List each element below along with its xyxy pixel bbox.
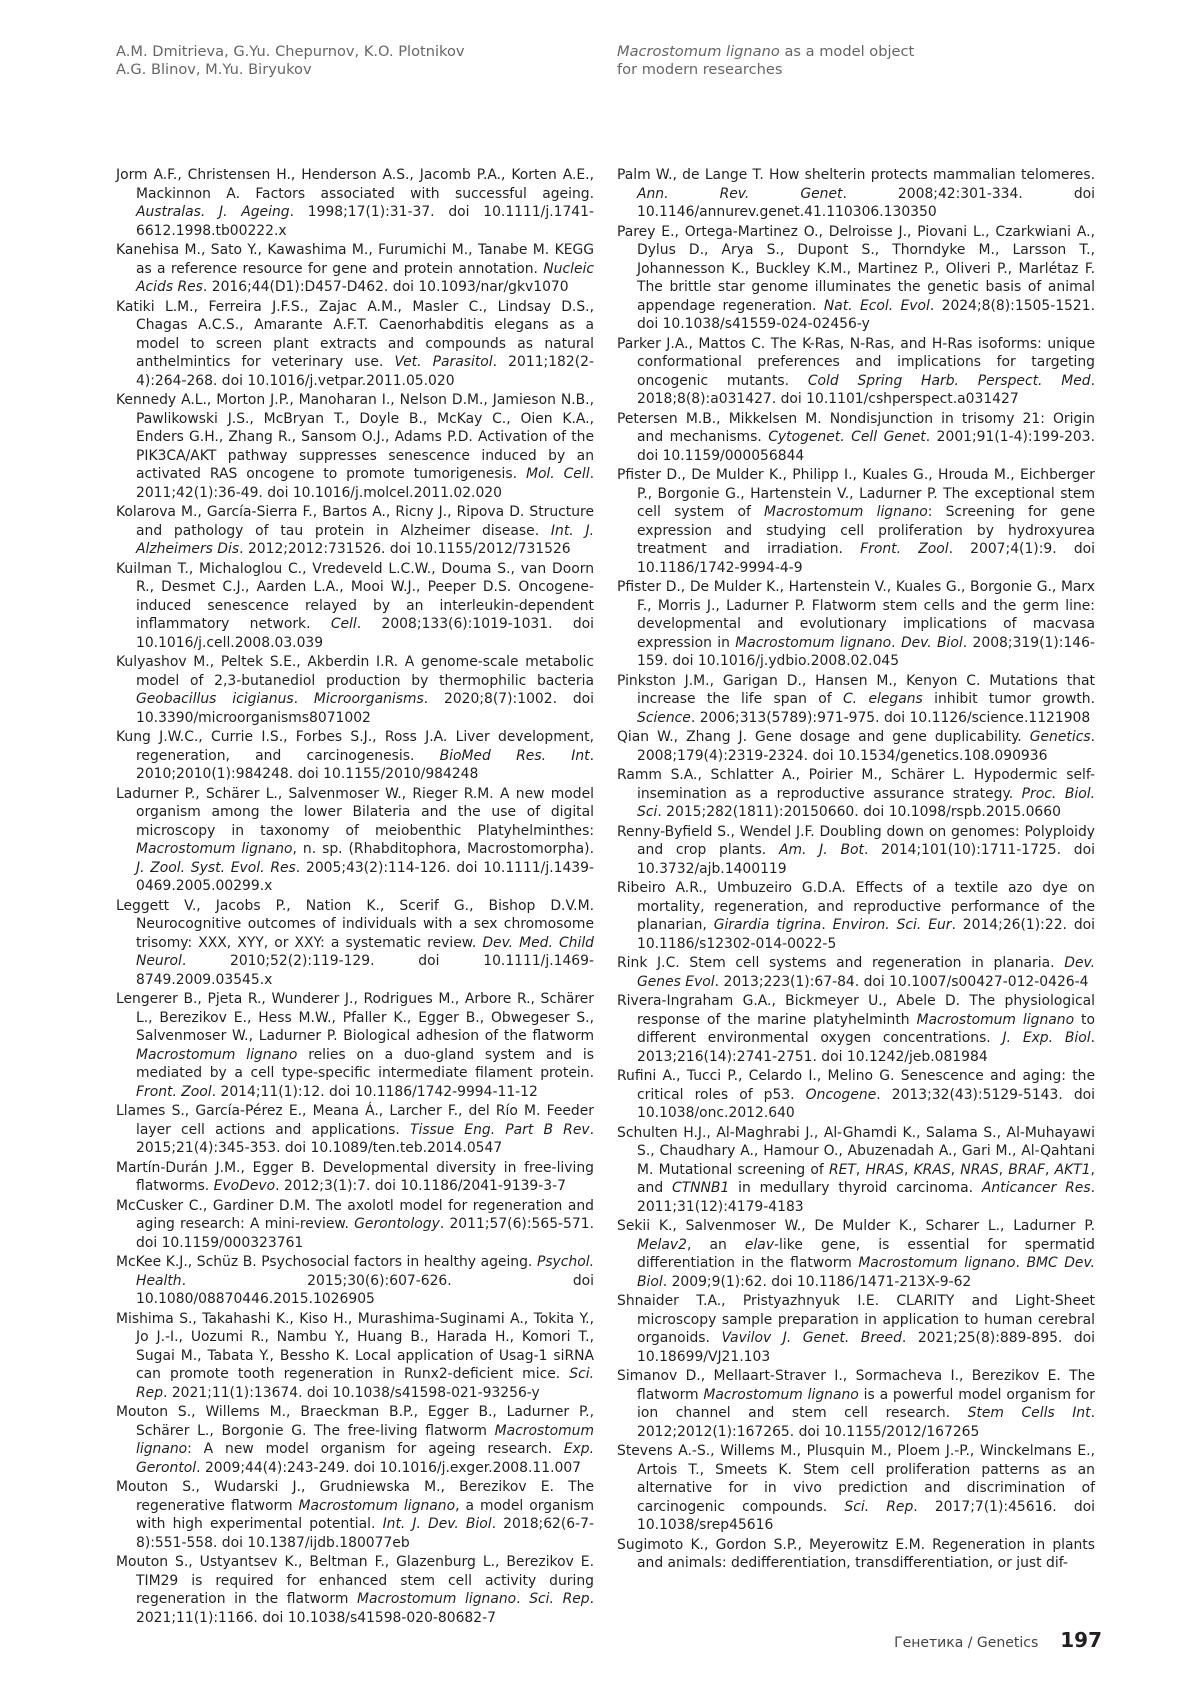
reference-text: Pinkston J.M., Garigan D., Hansen M., Kenyon C. Mutations that increase the life span of xyxy=(617,673,1095,708)
reference-text: . 2010;2010(1):984248. doi 10.1155/2010/984248 xyxy=(136,748,594,783)
reference-text: . 2013;32(43):5129-5143. doi 10.1038/onc.2012.640 xyxy=(637,1087,1095,1122)
reference-italic-text: Am. J. Bot xyxy=(779,842,864,858)
reference-italic-text: Girardia tigrina xyxy=(714,917,822,933)
title-species: Macrostomum lignano xyxy=(617,43,780,60)
reference-italic-text: Melav2 xyxy=(637,1237,687,1253)
reference-text: . 2014;11(1):12. doi 10.1186/1742-9994-11-12 xyxy=(212,1084,538,1100)
reference-text: Pfister D., De Mulder K., Hartenstein V., Kuales G., Borgonie G., Marx F., Morris J., Ladurner P. Flatworm stem cells and the germ line: developmental and evolutionary implications of macvasa expression in xyxy=(617,579,1095,651)
reference-italic-text: Gerontology xyxy=(354,1216,440,1232)
reference-text: , xyxy=(856,1162,866,1178)
reference-entry xyxy=(116,653,594,727)
reference-text: . 2021;11(1):13674. doi 10.1038/s41598-021-93256-y xyxy=(163,1385,540,1401)
reference-italic-text: Int. J. Alzheimers Dis xyxy=(136,523,594,558)
reference-italic-text: Macrostomum lignano xyxy=(764,504,928,520)
reference-text: . xyxy=(516,1591,529,1607)
reference-italic-text: Vavilov J. Genet. Breed xyxy=(721,1330,901,1346)
reference-italic-text: KRAS xyxy=(914,1162,951,1178)
reference-text: , and xyxy=(637,1162,1095,1197)
reference-italic-text: Macrostomum lignano xyxy=(735,635,891,651)
reference-text: Parker J.A., Mattos C. The K-Ras, N-Ras, and H-Ras isoforms: unique conformational preferences and implications for targeting oncogenic mutants. xyxy=(617,336,1095,389)
reference-entry xyxy=(116,785,594,896)
reference-text: . 2001;91(1-4):199-203. doi 10.1159/000056844 xyxy=(637,429,1095,464)
reference-text: . 2009;9(1):62. doi 10.1186/1471-213X-9-62 xyxy=(663,1274,972,1290)
reference-entry xyxy=(617,879,1095,953)
reference-text: . 2012;2012(1):167265. doi 10.1155/2012/167265 xyxy=(637,1405,1095,1440)
reference-entry xyxy=(116,1253,594,1309)
reference-entry xyxy=(617,1442,1095,1535)
reference-italic-text: NRAS xyxy=(960,1162,998,1178)
reference-italic-text: EvoDevo xyxy=(214,1178,275,1194)
running-header-title xyxy=(617,43,914,79)
reference-text: . 2008;179(4):2319-2324. doi 10.1534/genetics.108.090936 xyxy=(637,729,1095,764)
references-right-column xyxy=(617,166,1095,1574)
journal-name: Генетика / Genetics xyxy=(894,1635,1038,1651)
reference-text: Rivera-Ingraham G.A., Bickmeyer U., Abele D. The physiological response of the marine platyhelminth xyxy=(617,993,1095,1028)
reference-text: Katiki L.M., Ferreira J.F.S., Zajac A.M., Masler C., Lindsay D.S., Chagas A.C.S., Amarante A.F.T. Caenorhabditis elegans as a model to screen plant extracts and compounds as natural anthelmintics for veterinary use. xyxy=(116,299,594,371)
reference-text: . 2008;319(1):146-159. doi 10.1016/j.ydbio.2008.02.045 xyxy=(637,635,1095,670)
reference-italic-text: elav xyxy=(745,1237,774,1253)
running-header-authors xyxy=(116,43,465,79)
reference-entry xyxy=(116,1102,594,1158)
reference-entry xyxy=(116,298,594,391)
title-rest: as a model object xyxy=(780,43,914,60)
reference-text: Kung J.W.C., Currie I.S., Forbes S.J., Ross J.A. Liver development, regeneration, and carcinogenesis. xyxy=(116,729,594,764)
reference-entry xyxy=(617,954,1095,991)
reference-text: : Screening for gene expression and studying cell proliferation by hydroxyurea treatment and irradiation. xyxy=(637,504,1095,557)
reference-italic-text: Science xyxy=(637,710,691,726)
reference-text: . 2011;182(2-4):264-268. doi 10.1016/j.vetpar.2011.05.020 xyxy=(136,354,594,389)
reference-italic-text: Dev. Med. Child Neurol xyxy=(136,935,594,970)
reference-italic-text: Macrostomum lignano xyxy=(917,1012,1075,1028)
reference-text: Mouton S., Wudarski J., Grudniewska M., Berezikov E. The regenerative flatworm xyxy=(116,1479,594,1514)
reference-entry xyxy=(617,823,1095,879)
title-line-1 xyxy=(617,43,914,61)
reference-entry xyxy=(617,335,1095,409)
reference-entry xyxy=(116,990,594,1101)
reference-text: . 2009;44(4):243-249. doi 10.1016/j.exger.2008.11.007 xyxy=(196,1460,581,1476)
reference-text: . xyxy=(891,635,901,651)
reference-italic-text: Psychol. Health xyxy=(136,1254,594,1289)
reference-italic-text: Genetics xyxy=(1030,729,1091,745)
reference-text: Lengerer B., Pjeta R., Wunderer J., Rodrigues M., Arbore R., Schärer L., Berezikov E., Hess M.W., Pfaller K., Egger B., Obwegeser S., Salvenmoser W., Ladurner P. Biological adhesion of the flatworm xyxy=(116,991,594,1044)
reference-text: . 2021;11(1):1166. doi 10.1038/s41598-020-80682-7 xyxy=(136,1591,594,1626)
reference-text: is a powerful model organism for ion channel and stem cell research. xyxy=(637,1387,1095,1422)
reference-entry xyxy=(617,1067,1095,1123)
reference-italic-text: Int. J. Dev. Biol xyxy=(383,1516,492,1532)
reference-entry xyxy=(617,166,1095,222)
reference-entry xyxy=(116,503,594,559)
reference-italic-text: Macrostomum lignano xyxy=(136,1047,297,1063)
reference-text: : A new model organism for ageing research. xyxy=(187,1441,564,1457)
authors-line-1: A.M. Dmitrieva, G.Yu. Chepurnov, K.O. Plotnikov xyxy=(116,43,465,61)
reference-text: Palm W., de Lange T. How shelterin protects mammalian telomeres. xyxy=(617,167,1095,183)
reference-text: , n. sp. (Rhabditophora, Macrostomorpha). xyxy=(293,841,594,857)
reference-text: Shnaider T.A., Pristyazhnyuk I.E. CLARITY and Light-Sheet microscopy sample preparation in application to human cerebral organoids. xyxy=(617,1293,1095,1346)
reference-entry xyxy=(617,1536,1095,1573)
reference-text: , xyxy=(904,1162,914,1178)
reference-entry xyxy=(116,391,594,502)
reference-entry xyxy=(116,728,594,784)
title-line-2: for modern researches xyxy=(617,61,914,79)
reference-text: Mouton S., Ustyantsev K., Beltman F., Glazenburg L., Berezikov E. TIM29 is required for enhanced stem cell activity during regeneration in the flatworm xyxy=(116,1554,594,1607)
reference-text: in medullary thyroid carcinoma. xyxy=(729,1180,982,1196)
reference-italic-text: Dev. Genes Evol xyxy=(637,955,1095,990)
references-left-column xyxy=(116,166,594,1628)
reference-italic-text: AKT1 xyxy=(1055,1162,1091,1178)
reference-text: Sugimoto K., Gordon S.P., Meyerowitz E.M. Regeneration in plants and animals: dedifferentiation, transdifferentiation, or just dif- xyxy=(617,1537,1095,1572)
reference-text: . 2012;3(1):7. doi 10.1186/2041-9139-3-7 xyxy=(275,1178,566,1194)
reference-italic-text: Environ. Sci. Eur xyxy=(833,917,952,933)
reference-text: Sekii K., Salvenmoser W., De Mulder K., Scharer L., Ladurner P. xyxy=(617,1218,1095,1234)
reference-text: . 2013;216(14):2741-2751. doi 10.1242/jeb.081984 xyxy=(637,1030,1095,1065)
reference-text: Kanehisa M., Sato Y., Kawashima M., Furumichi M., Tanabe M. KEGG as a reference resource for gene and protein annotation. xyxy=(116,242,594,277)
reference-text: Kennedy A.L., Morton J.P., Manoharan I., Nelson D.M., Jamieson N.B., Pawlikowski J.S., McBryan T., Doyle B., McKay C., Oien K.A., Enders G.H., Zhang R., Sansom O.J., Adams P.D. Activation of the PIK3CA/AKT pathway suppresses senescence induced by an activated RAS oncogene to promote tumorigenesis. xyxy=(116,392,594,482)
reference-text: . 2008;42:301-334. doi 10.1146/annurev.genet.41.110306.130350 xyxy=(637,186,1095,221)
reference-text: . 2015;30(6):607-626. doi 10.1080/08870446.2015.1026905 xyxy=(136,1273,594,1308)
reference-italic-text: Australas. J. Ageing xyxy=(136,204,290,220)
reference-text: Ladurner P., Schärer L., Salvenmoser W., Rieger R.M. A new model organism among the lower Bilateria and the use of digital microscopy in taxonomy of meiobenthic Platyhelminthes: xyxy=(116,786,594,839)
reference-entry xyxy=(617,466,1095,577)
reference-entry xyxy=(617,578,1095,671)
reference-text: Kuilman T., Michaloglou C., Vredeveld L.C.W., Douma S., van Doorn R., Desmet C.J., Aarden L.A., Mooi W.J., Peeper D.S. Oncogene-induced senescence relayed by an interleukin-dependent inflammatory network. xyxy=(116,561,594,633)
reference-text: Llames S., García-Pérez E., Meana Á., Larcher F., del Río M. Feeder layer cell actions and applications. xyxy=(116,1103,594,1138)
reference-text: . 2011;31(12):4179-4183 xyxy=(637,1180,1095,1215)
reference-entry xyxy=(617,766,1095,822)
reference-text: Qian W., Zhang J. Gene dosage and gene duplicability. xyxy=(617,729,1030,745)
reference-text: Leggett V., Jacobs P., Nation K., Scerif G., Bishop D.V.M. Neurocognitive outcomes of individuals with a sex chromosome trisomy: XXX, XYY, or XXY: a systematic review. xyxy=(116,898,594,951)
reference-text: , a model organism with high experimental potential. xyxy=(136,1498,594,1533)
authors-line-2: A.G. Blinov, M.Yu. Biryukov xyxy=(116,61,465,79)
reference-text: . 2020;8(7):1002. doi 10.3390/microorganisms8071002 xyxy=(136,691,594,726)
reference-text: Rink J.C. Stem cell systems and regeneration in planaria. xyxy=(617,955,1064,971)
reference-text: Mouton S., Willems M., Braeckman B.P., Egger B., Ladurner P., Schärer L., Borgonie G. The free-living flatworm xyxy=(116,1404,594,1439)
reference-italic-text: Oncogene xyxy=(806,1087,877,1103)
reference-entry xyxy=(116,1478,594,1552)
reference-text: . 2010;52(2):119-129. doi 10.1111/j.1469-8749.2009.03545.x xyxy=(136,953,594,988)
reference-text: . xyxy=(294,691,314,707)
reference-italic-text: Front. Zool xyxy=(860,541,948,557)
reference-text: . 2006;313(5789):971-975. doi 10.1126/science.1121908 xyxy=(691,710,1090,726)
reference-text: McCusker C., Gardiner D.M. The axolotl model for regeneration and aging research: A mini-review. xyxy=(116,1198,594,1233)
reference-text: -like gene, is essential for spermatid differentiation in the flatworm xyxy=(637,1237,1095,1272)
reference-entry xyxy=(116,1310,594,1403)
reference-text: , xyxy=(999,1162,1009,1178)
reference-text: . xyxy=(821,917,832,933)
reference-italic-text: Cold Spring Harb. Perspect. Med xyxy=(808,373,1091,389)
reference-italic-text: Mol. Cell xyxy=(526,466,590,482)
reference-entry xyxy=(617,728,1095,765)
reference-text: Pfister D., De Mulder K., Philipp I., Kuales G., Hrouda M., Eichberger P., Borgonie G., Hartenstein V., Ladurner P. The exceptional stem cell system of xyxy=(617,467,1095,520)
reference-italic-text: CTNNB1 xyxy=(672,1180,729,1196)
reference-entry xyxy=(116,166,594,240)
page-number: 197 xyxy=(1060,1628,1102,1652)
reference-entry xyxy=(116,241,594,297)
reference-italic-text: Sci. Rep xyxy=(529,1591,589,1607)
reference-text: Kolarova M., García-Sierra F., Bartos A., Ricny J., Ripova D. Structure and pathology of tau protein in Alzheimer disease. xyxy=(116,504,594,539)
reference-entry xyxy=(116,1197,594,1253)
reference-text: , xyxy=(1045,1162,1055,1178)
reference-italic-text: Vet. Parasitol xyxy=(394,354,492,370)
reference-text: McKee K.J., Schüz B. Psychosocial factors in healthy ageing. xyxy=(116,1254,537,1270)
reference-text: . xyxy=(1015,1255,1026,1271)
reference-text: . 1998;17(1):31-37. doi 10.1111/j.1741-6612.1998.tb00222.x xyxy=(136,204,594,239)
reference-italic-text: Sci. Rep xyxy=(844,1499,913,1515)
reference-text: Martín-Durán J.M., Egger B. Developmental diversity in free-living flatworms. xyxy=(116,1160,594,1195)
reference-italic-text: Exp. Gerontol xyxy=(136,1441,594,1476)
reference-entry xyxy=(617,1217,1095,1291)
reference-text: Schulten H.J., Al-Maghrabi J., Al-Ghamdi K., Salama S., Al-Muhayawi S., Chaudhary A., Hamour O., Abuzenadah A., Gari M., Al-Qahtani M. Mutational screening of xyxy=(617,1125,1095,1178)
reference-text: . 2012;2012:731526. doi 10.1155/2012/731526 xyxy=(239,541,571,557)
reference-entry xyxy=(617,992,1095,1066)
reference-italic-text: Ann. Rev. Genet xyxy=(637,186,842,202)
reference-italic-text: BRAF xyxy=(1008,1162,1045,1178)
page-footer xyxy=(894,1628,1102,1652)
reference-italic-text: Macrostomum lignano xyxy=(357,1591,516,1607)
reference-text: . 2021;25(8):889-895. doi 10.18699/VJ21.103 xyxy=(637,1330,1095,1365)
reference-italic-text: RET xyxy=(829,1162,856,1178)
reference-italic-text: Nat. Ecol. Evol xyxy=(824,298,930,314)
reference-text: Kulyashov M., Peltek S.E., Akberdin I.R. A genome-scale metabolic model of 2,3-butanediol production by thermophilic bacteria xyxy=(116,654,594,689)
reference-italic-text: Stem Cells Int xyxy=(968,1405,1091,1421)
reference-entry xyxy=(116,1159,594,1196)
reference-text: . 2005;43(2):114-126. doi 10.1111/j.1439-0469.2005.00299.x xyxy=(136,860,594,895)
reference-text: Simanov D., Mellaart-Straver I., Sormacheva I., Berezikov E. The flatworm xyxy=(617,1368,1095,1403)
reference-text: inhibit tumor growth. xyxy=(923,691,1095,707)
reference-text: Renny-Byfield S., Wendel J.F. Doubling down on genomes: Polyploidy and crop plants. xyxy=(617,824,1095,859)
reference-text: relies on a duo-gland system and is mediated by a cell type-specific intermediate filament protein. xyxy=(136,1047,594,1082)
reference-italic-text: Geobacillus icigianus xyxy=(136,691,294,707)
reference-entry xyxy=(116,897,594,990)
reference-entry xyxy=(116,1403,594,1477)
reference-text: Petersen M.B., Mikkelsen M. Nondisjunction in trisomy 21: Origin and mechanisms. xyxy=(617,411,1095,446)
reference-italic-text: HRAS xyxy=(866,1162,904,1178)
reference-italic-text: Macrostomum lignano xyxy=(299,1498,456,1514)
reference-text: . 2007;4(1):9. doi 10.1186/1742-9994-4-9 xyxy=(637,541,1095,576)
reference-italic-text: Front. Zool xyxy=(136,1084,212,1100)
reference-entry xyxy=(116,560,594,653)
reference-italic-text: Macrostomum lignano xyxy=(703,1387,858,1403)
reference-italic-text: Cytogenet. Cell Genet xyxy=(768,429,926,445)
reference-italic-text: Microorganisms xyxy=(314,691,424,707)
reference-italic-text: Macrostomum lignano xyxy=(136,1423,594,1458)
reference-italic-text: C. elegans xyxy=(843,691,923,707)
reference-italic-text: Tissue Eng. Part B Rev xyxy=(410,1122,590,1138)
reference-text: . 2018;8(8):a031427. doi 10.1101/cshperspect.a031427 xyxy=(637,373,1095,408)
reference-entry xyxy=(617,410,1095,466)
reference-entry xyxy=(617,223,1095,334)
reference-text: Ramm S.A., Schlatter A., Poirier M., Schärer L. Hypodermic self-insemination as a reproductive assurance strategy. xyxy=(617,767,1095,802)
reference-italic-text: BioMed Res. Int xyxy=(440,748,590,764)
reference-text: Mishima S., Takahashi K., Kiso H., Murashima-Suginami A., Tokita Y., Jo J.-I., Uozumi R., Nambu Y., Huang B., Harada H., Komori T., Sugai M., Tabata Y., Bessho K. Local application of Usag-1 siRNA can promote tooth regeneration in Runx2-deficient mice. xyxy=(116,1311,594,1383)
reference-text: . 2017;7(1):45616. doi 10.1038/srep45616 xyxy=(637,1499,1095,1534)
reference-entry xyxy=(116,1553,594,1627)
reference-italic-text: Macrostomum lignano xyxy=(858,1255,1015,1271)
reference-italic-text: Anticancer Res xyxy=(982,1180,1091,1196)
reference-text: . 2018;62(6-7-8):551-558. doi 10.1387/ijdb.180077eb xyxy=(136,1516,594,1551)
reference-italic-text: BMC Dev. Biol xyxy=(637,1255,1095,1290)
reference-text: . 2013;223(1):67-84. doi 10.1007/s00427-012-0426-4 xyxy=(715,974,1089,990)
reference-entry xyxy=(617,1367,1095,1441)
reference-italic-text: Macrostomum lignano xyxy=(136,841,293,857)
reference-text: . 2014;101(10):1711-1725. doi 10.3732/ajb.1400119 xyxy=(637,842,1095,877)
reference-text: . 2024;8(8):1505-1521. doi 10.1038/s41559-024-02456-y xyxy=(637,298,1095,333)
reference-text: , xyxy=(951,1162,961,1178)
reference-italic-text: Dev. Biol xyxy=(901,635,963,651)
reference-text: Parey E., Ortega-Martinez O., Delroisse J., Piovani L., Czarkwiani A., Dylus D., Arya S., Dupont S., Thorndyke M., Larsson T., Johannesson K., Buckley K.M., Martinez P., Oliveri P., Marlétaz F. The brittle star genome illuminates the genetic basis of animal appendage regeneration. xyxy=(617,224,1095,314)
reference-text: Ribeiro A.R., Umbuzeiro G.D.A. Effects of a textile azo dye on mortality, regeneration, and reproductive performance of the planarian, xyxy=(617,880,1095,933)
reference-text: , an xyxy=(687,1237,745,1253)
reference-text: . 2016;44(D1):D457-D462. doi 10.1093/nar/gkv1070 xyxy=(203,279,569,295)
reference-text: . 2011;42(1):36-49. doi 10.1016/j.molcel.2011.02.020 xyxy=(136,466,594,501)
reference-italic-text: Proc. Biol. Sci xyxy=(637,786,1095,821)
reference-text: . 2014;26(1):22. doi 10.1186/s12302-014-0022-5 xyxy=(637,917,1095,952)
reference-entry xyxy=(617,672,1095,728)
reference-text: to different environmental oxygen concentrations. xyxy=(637,1012,1095,1047)
reference-italic-text: J. Exp. Biol xyxy=(1003,1030,1091,1046)
reference-italic-text: Cell xyxy=(331,616,357,632)
reference-text: Jorm A.F., Christensen H., Henderson A.S., Jacomb P.A., Korten A.E., Mackinnon A. Factors associated with successful ageing. xyxy=(116,167,594,202)
reference-text: . 2015;21(4):345-353. doi 10.1089/ten.teb.2014.0547 xyxy=(136,1122,594,1157)
reference-text: . 2015;282(1811):20150660. doi 10.1098/rspb.2015.0660 xyxy=(657,804,1061,820)
reference-entry xyxy=(617,1292,1095,1366)
reference-italic-text: Nucleic Acids Res xyxy=(136,261,594,296)
reference-text: Rufini A., Tucci P., Celardo I., Melino G. Senescence and aging: the critical roles of p53. xyxy=(617,1068,1095,1103)
reference-text: . 2008;133(6):1019-1031. doi 10.1016/j.cell.2008.03.039 xyxy=(136,616,594,651)
reference-italic-text: J. Zool. Syst. Evol. Res xyxy=(136,860,296,876)
reference-italic-text: Sci. Rep xyxy=(136,1366,594,1401)
reference-text: Stevens A.-S., Willems M., Plusquin M., Ploem J.-P., Winckelmans E., Artois T., Smeets K. Stem cell proliferation patterns as an alternative for in vivo prediction and discrimination of carcinogenic compounds. xyxy=(617,1443,1095,1515)
reference-entry xyxy=(617,1124,1095,1217)
reference-text: . 2011;57(6):565-571. doi 10.1159/000323761 xyxy=(136,1216,594,1251)
